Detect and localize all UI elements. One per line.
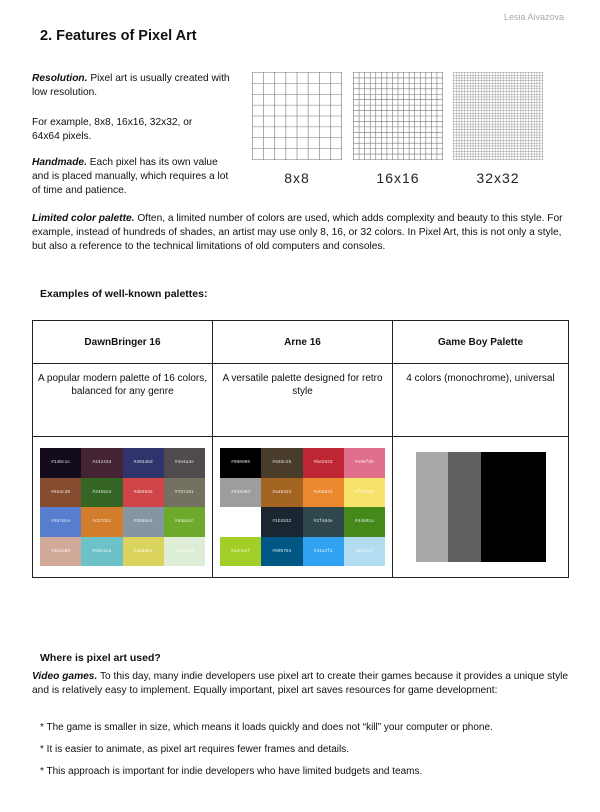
handmade-text: Each pixel has its own value and is placed manually, which requires a lot of time and patience. [32, 157, 229, 196]
page-title: 2. Features of Pixel Art [40, 28, 197, 44]
color-swatch: #597dce [40, 507, 81, 537]
color-swatch: #854c30 [40, 478, 81, 508]
limited-text: Often, a limited number of colors are used, which adds complexity and beauty to this style. For example, instead of hundreds of shades, an artist may use only 8, 16, or 32 colors. In Pixel Art, this is not only a style, but also a reference to the technical limitations of old computers and consoles. [32, 213, 563, 252]
color-swatch: #b2dcef [344, 537, 385, 567]
color-swatch: #a46422 [261, 478, 302, 508]
grid-8x8-image [252, 72, 342, 160]
video-text: To this day, many indie developers use pixel art to create their games because it provides a unique style and is relatively easy to implement. Equally important, pixel art saves resources for game development: [32, 671, 569, 696]
color-swatch: #d04648 [123, 478, 164, 508]
author-name: Lesia Aivazova [503, 12, 564, 22]
grid-32x32-image [453, 72, 543, 160]
gameboy-color-swatch [448, 452, 481, 562]
color-swatch: #9d9d9d [220, 478, 261, 508]
gameboy-color-swatch [416, 452, 449, 562]
palette-swatches-gameboy [393, 437, 569, 578]
bullet-item: * The game is smaller in size, which means it loads quickly and does not “kill” your computer or phone. [40, 722, 493, 733]
palette-desc-arne: A versatile palette designed for retro style [213, 364, 393, 437]
color-swatch: #ffffff [220, 507, 261, 537]
bullet-item: * It is easier to animate, as pixel art requires fewer frames and details. [40, 744, 350, 755]
color-swatch: #31a2f2 [303, 537, 344, 567]
color-swatch: #442434 [81, 448, 122, 478]
color-swatch: #8595a1 [123, 507, 164, 537]
resolution-examples: For example, 8x8, 16x16, 32x32, or 64x64 pixels. [32, 117, 193, 142]
bullet-item: * This approach is important for indie developers who have limited budgets and teams. [40, 766, 423, 777]
resolution-label: Resolution. [32, 73, 88, 84]
palettes-table [32, 320, 569, 578]
limited-palette-paragraph [32, 212, 572, 254]
palette-swatches-dawnbringer [33, 437, 213, 578]
handmade-paragraph [32, 156, 232, 198]
grid-16x16-image [353, 72, 443, 160]
grid-label-16x16: 16x16 [376, 170, 420, 186]
grid-label-8x8: 8x8 [284, 170, 310, 186]
gameboy-color-swatch [481, 452, 546, 562]
color-swatch: #1b2632 [261, 507, 302, 537]
palette-name-arne: Arne 16 [213, 321, 393, 364]
color-swatch: #2f484e [303, 507, 344, 537]
color-swatch: #e06f8b [344, 448, 385, 478]
color-swatch: #deeed6 [164, 537, 205, 567]
color-swatch: #757161 [164, 478, 205, 508]
color-swatch: #005784 [261, 537, 302, 567]
color-swatch: #d27d2c [81, 507, 122, 537]
palette-desc-gameboy: 4 colors (monochrome), universal [393, 364, 569, 437]
color-swatch: #000000 [220, 448, 261, 478]
color-swatch: #30346d [123, 448, 164, 478]
palettes-heading: Examples of well-known palettes: [40, 288, 208, 300]
color-swatch: #dad45e [123, 537, 164, 567]
color-swatch: #d2aa99 [40, 537, 81, 567]
color-swatch: #493c2b [261, 448, 302, 478]
palette-swatches-arne [213, 437, 393, 578]
palette-desc-dawnbringer: A popular modern palette of 16 colors, balanced for any genre [33, 364, 213, 437]
video-games-paragraph [32, 670, 572, 698]
video-label: Video games. [32, 671, 98, 682]
grid-label-32x32: 32x32 [476, 170, 520, 186]
color-swatch: #140c1c [40, 448, 81, 478]
handmade-label: Handmade. [32, 157, 87, 168]
color-swatch: #eb8931 [303, 478, 344, 508]
palette-name-dawnbringer: DawnBringer 16 [33, 321, 213, 364]
color-swatch: #346524 [81, 478, 122, 508]
resolution-paragraph [32, 72, 232, 100]
limited-label: Limited color palette. [32, 213, 135, 224]
color-swatch: #6dc2ca [81, 537, 122, 567]
palette-name-gameboy: Game Boy Palette [393, 321, 569, 364]
color-swatch: #4e4a4e [164, 448, 205, 478]
color-swatch: #be2633 [303, 448, 344, 478]
color-swatch: #f7e26b [344, 478, 385, 508]
resolution-text: Pixel art is usually created with low resolution. [32, 73, 230, 98]
color-swatch: #6daa2c [164, 507, 205, 537]
where-heading: Where is pixel art used? [40, 652, 161, 664]
color-swatch: #a3ce27 [220, 537, 261, 567]
color-swatch: #44891a [344, 507, 385, 537]
